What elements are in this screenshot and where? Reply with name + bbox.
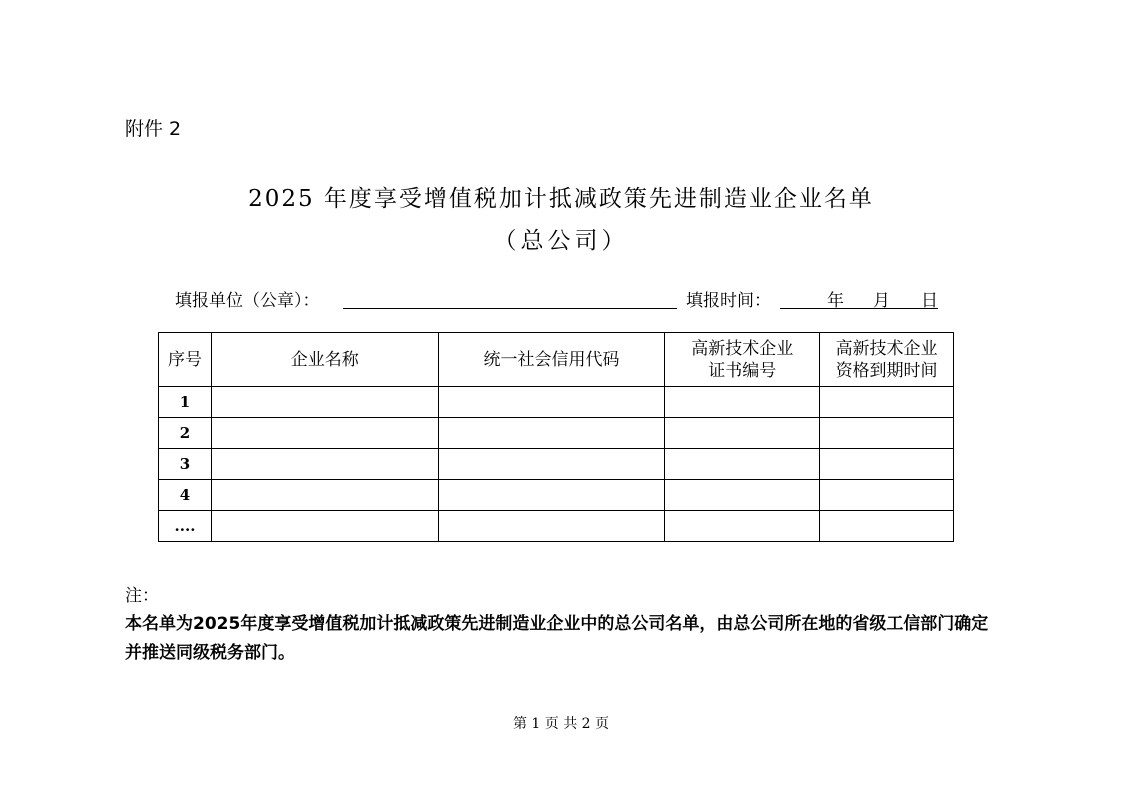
- date-year-label: 年: [827, 291, 844, 311]
- header-certificate-number: 高新技术企业 证书编号: [665, 333, 820, 387]
- cell-expiry-date[interactable]: [820, 511, 954, 542]
- cell-company-name[interactable]: [211, 387, 438, 418]
- header-serial: 序号: [159, 333, 212, 387]
- attachment-label: 附件 2: [125, 118, 182, 140]
- cell-certificate-number[interactable]: [665, 449, 820, 480]
- fill-date-line[interactable]: [780, 308, 938, 309]
- header-company-name: 企业名称: [211, 333, 438, 387]
- fill-unit-line[interactable]: [343, 308, 677, 309]
- cell-certificate-number[interactable]: [665, 418, 820, 449]
- row-serial: 1: [159, 387, 212, 418]
- note-label: 注：: [125, 586, 159, 606]
- document-subtitle: （总公司）: [493, 228, 629, 254]
- table-row: [159, 480, 954, 511]
- table-row: [159, 449, 954, 480]
- table-row: [159, 511, 954, 542]
- table-row: [159, 387, 954, 418]
- cell-expiry-date[interactable]: [820, 449, 954, 480]
- cell-credit-code[interactable]: [438, 511, 665, 542]
- date-month-label: 月: [873, 291, 890, 311]
- row-serial: 2: [159, 418, 212, 449]
- cell-credit-code[interactable]: [438, 387, 665, 418]
- cell-certificate-number[interactable]: [665, 387, 820, 418]
- page-footer: 第 1 页 共 2 页: [512, 716, 610, 732]
- note-text: 本名单为2025年度享受增值税加计抵减政策先进制造业企业中的总公司名单，由总公司所在地的省级工信部门确定并推送同级税务部门。: [125, 614, 989, 663]
- cell-expiry-date[interactable]: [820, 387, 954, 418]
- cell-certificate-number[interactable]: [665, 511, 820, 542]
- cell-company-name[interactable]: [211, 449, 438, 480]
- table-header-row: [159, 333, 954, 387]
- header-credit-code: 统一社会信用代码: [438, 333, 665, 387]
- cell-company-name[interactable]: [211, 480, 438, 511]
- cell-credit-code[interactable]: [438, 418, 665, 449]
- row-serial: 3: [159, 449, 212, 480]
- cell-expiry-date[interactable]: [820, 418, 954, 449]
- header-expiry-date: 高新技术企业 资格到期时间: [820, 333, 954, 387]
- enterprise-list-table: [158, 332, 954, 542]
- cell-credit-code[interactable]: [438, 480, 665, 511]
- cell-company-name[interactable]: [211, 418, 438, 449]
- document-title: 2025 年度享受增值税加计抵减政策先进制造业企业名单: [248, 186, 874, 212]
- fill-unit-label: 填报单位（公章）：: [175, 291, 320, 311]
- cell-certificate-number[interactable]: [665, 480, 820, 511]
- cell-company-name[interactable]: [211, 511, 438, 542]
- date-day-label: 日: [921, 291, 938, 311]
- fill-time-label: 填报时间：: [686, 291, 771, 311]
- row-serial: ....: [159, 511, 212, 542]
- table-row: [159, 418, 954, 449]
- cell-credit-code[interactable]: [438, 449, 665, 480]
- row-serial: 4: [159, 480, 212, 511]
- cell-expiry-date[interactable]: [820, 480, 954, 511]
